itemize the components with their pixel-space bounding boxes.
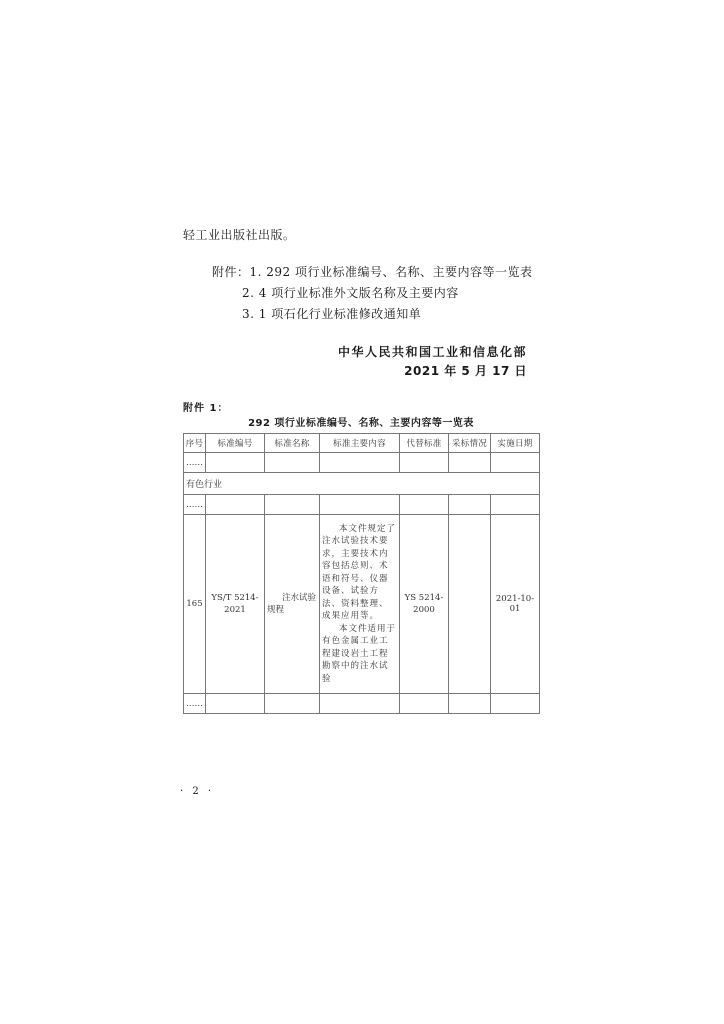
standard-code-line1: YS/T 5214- [211, 593, 259, 603]
replaced-standard-line1: YS 5214- [404, 593, 444, 603]
standard-code [206, 515, 265, 694]
table-header-row [184, 434, 540, 453]
header-cell: 标准编号 [206, 434, 265, 453]
issuer: 中华人民共和国工业和信息化部 [337, 345, 527, 359]
adoption-status [449, 515, 491, 694]
annex-label: 附件 1： [183, 403, 229, 414]
header-cell: 标准名称 [265, 434, 320, 453]
table-row [184, 453, 540, 473]
ellipsis-cell: …… [184, 453, 206, 473]
standards-table [183, 433, 540, 714]
replaced-standard [400, 515, 449, 694]
header-cell: 标准主要内容 [320, 434, 400, 453]
attachment-item-1: 附件：1. 292 项行业标准编号、名称、主要内容等一览表 [212, 265, 533, 279]
header-cell: 代替标准 [400, 434, 449, 453]
issue-date: 2021 年 5 月 17 日 [404, 364, 527, 378]
table-row [184, 694, 540, 714]
intro-text: 轻工业出版社出版。 [183, 228, 296, 242]
table-row [184, 515, 540, 694]
table-row [184, 495, 540, 515]
header-cell: 实施日期 [491, 434, 540, 453]
ellipsis-cell: …… [184, 694, 206, 714]
ellipsis-cell: …… [184, 495, 206, 515]
header-cell: 采标情况 [449, 434, 491, 453]
attachment-item-3: 3. 1 项石化行业标准修改通知单 [242, 307, 422, 321]
attachment-item-2: 2. 4 项行业标准外文版名称及主要内容 [242, 286, 459, 300]
section-row [184, 473, 540, 495]
standard-name [265, 515, 320, 694]
standard-content [320, 515, 400, 694]
content-paragraph-1: 本文件规定了注水试验技术要求，主要技术内容包括总则、术语和符号、仪器设备、试验方法、资料整理、成果应用等。 [322, 523, 397, 622]
header-cell: 序号 [184, 434, 206, 453]
standard-code-line2: 2021 [224, 605, 246, 615]
standard-name-line2: 规程 [267, 605, 285, 615]
content-paragraph-2: 本文件适用于有色金属工业工程建设岩土工程勘察中的注水试验 [322, 623, 397, 684]
section-label: 有色行业 [184, 473, 540, 495]
replaced-standard-line2: 2000 [413, 605, 435, 615]
implementation-date: 2021-10-01 [491, 515, 540, 694]
table-title: 292 项行业标准编号、名称、主要内容等一览表 [248, 418, 474, 429]
page-number: · 2 · [180, 786, 215, 797]
row-number: 165 [184, 515, 206, 694]
standard-name-line1: 注水试验 [281, 593, 316, 603]
